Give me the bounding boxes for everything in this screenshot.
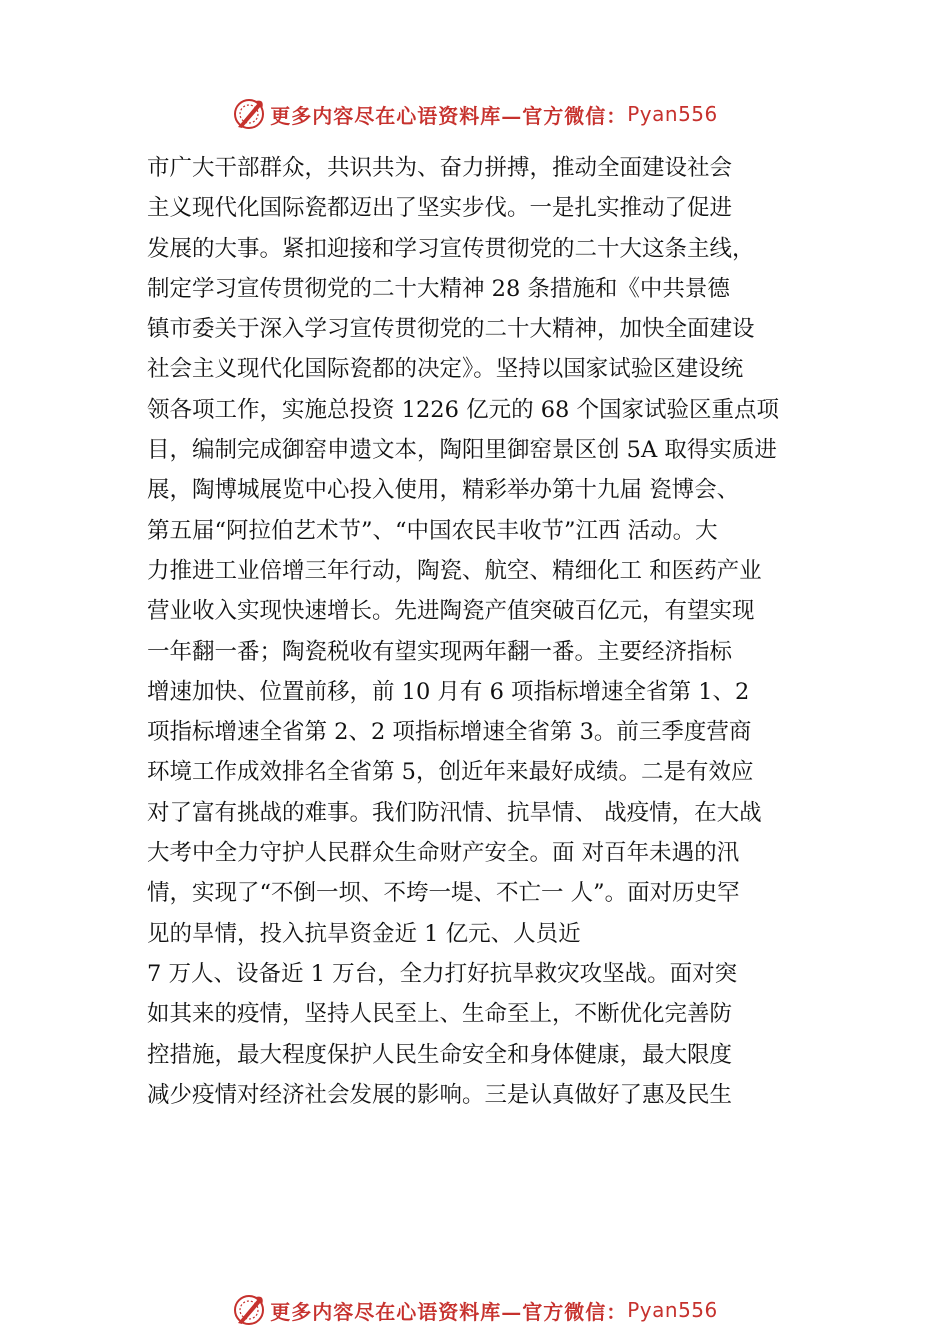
watermark-text: 更多内容尽在心语资料库—官方微信： [270,103,628,128]
header-watermark [0,92,950,136]
text-line: 减少疫情对经济社会发展的影响。三是认真做好了惠及民生 [147,1081,733,1108]
text-line: 一年翻一番；陶瓷税收有望实现两年翻一番。主要经济指标 [147,638,733,665]
quill-seal-logo-icon [232,1293,266,1327]
text-line: 市广大干部群众，共识共为、奋力拼搏，推动全面建设社会 [147,155,733,181]
text-line: 项指标增速全省第 2、2 项指标增速全省第 3。前三季度营商 [147,719,752,746]
text-line: 目，编制完成御窑申遗文本，陶阳里御窑景区创 5A 取得实质进 [147,437,777,464]
text-line: 力推进工业倍增三年行动，陶瓷、航空、精细化工 和医药产业 [147,557,762,584]
text-line: 主义现代化国际瓷都迈出了坚实步伐。一是扎实推动了促进 [147,195,733,222]
text-line: 领各项工作，实施总投资 1226 亿元的 68 个国家试验区重点项 [147,396,780,423]
text-line: 如其来的疫情，坚持人民至上、生命至上，不断优化完善防 [147,1001,733,1028]
text-line: 第五届“阿拉伯艺术节”、“中国农民丰收节”江西 活动。大 [147,517,718,544]
text-line: 展，陶博城展览中心投入使用，精彩举办第十九届 瓷博会、 [147,477,740,504]
footer-watermark [0,1288,950,1332]
quill-seal-logo-icon [232,97,266,131]
text-line: 控措施，最大程度保护人民生命安全和身体健康，最大限度 [147,1041,733,1068]
text-line: 大考中全力守护人民群众生命财产安全。面 对百年未遇的汛 [147,840,740,867]
body-paragraph [147,148,837,1115]
text-line: 社会主义现代化国际瓷都的决定》。坚持以国家试验区建设统 [147,356,744,383]
watermark-contact: Pyan556 [627,1298,718,1322]
text-line: 营业收入实现快速增长。先进陶瓷产值突破百亿元，有望实现 [147,598,755,625]
text-line: 制定学习宣传贯彻党的二十大精神 28 条措施和《中共景德 [147,275,730,302]
watermark-contact: Pyan556 [627,102,718,126]
text-line: 对了富有挑战的难事。我们防汛情、抗旱情、 战疫情，在大战 [147,799,762,826]
watermark-text: 更多内容尽在心语资料库—官方微信： [270,1299,628,1324]
text-line: 发展的大事。紧扣迎接和学习宣传贯彻党的二十大这条主线， [147,235,755,262]
text-line: 见的旱情，投入抗旱资金近 1 亿元、人员近 [147,920,581,947]
text-line: 7 万人、设备近 1 万台，全力打好抗旱救灾攻坚战。面对突 [147,960,738,987]
text-line: 增速加快、位置前移，前 10 月有 6 项指标增速全省第 1、2 [147,678,750,705]
text-line: 情，实现了“不倒一坝、不垮一堤、不亡一 人”。面对历史罕 [147,880,740,907]
text-line: 镇市委关于深入学习宣传贯彻党的二十大精神，加快全面建设 [147,316,755,343]
text-line: 环境工作成效排名全省第 5，创近年来最好成绩。二是有效应 [147,759,754,786]
